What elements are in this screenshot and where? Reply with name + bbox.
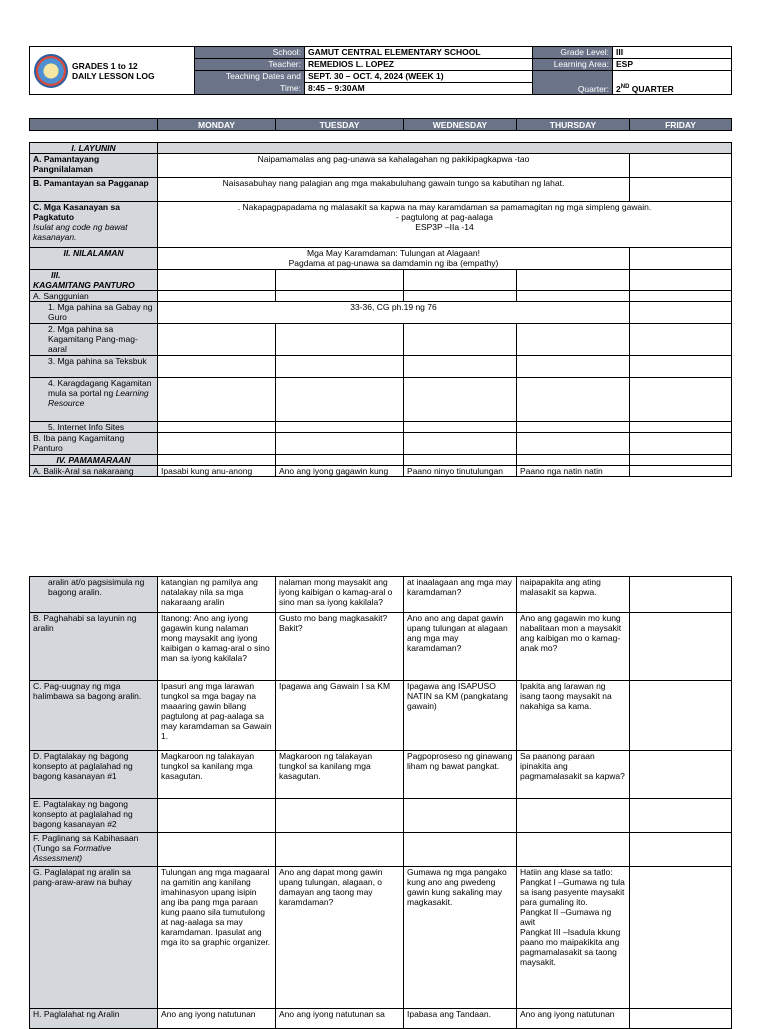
- balik-aral-fri: [630, 466, 732, 477]
- quarter-number: 2: [616, 84, 621, 94]
- kagamitan-tue: [276, 270, 404, 291]
- quarter-label: Quarter:: [533, 71, 613, 95]
- pamantayang-pangnilalaman-label: A. Pamantayang Pangnilalaman: [30, 154, 158, 178]
- learning-resource-mon: [158, 378, 276, 422]
- kasanayan-sublabel: Isulat ang code ng bawat kasanayan.: [33, 222, 128, 242]
- internet-sites-tue: [276, 422, 404, 433]
- row-paglalahat-fri: [630, 1009, 732, 1029]
- row-paglinang-fri: [630, 833, 732, 867]
- iba-pang-kagamitan-mon: [158, 433, 276, 455]
- row-pagtalakay-1-tue: Magkaroon ng talakayan tungkol sa kanilang mga kasagutan.: [276, 751, 404, 799]
- header-title-line1: GRADES 1 to 12: [72, 60, 138, 71]
- teksbuk-tue: [276, 356, 404, 378]
- row-paglinang-tue: [276, 833, 404, 867]
- teksbuk-label: 3. Mga pahina sa Teksbuk: [30, 356, 158, 378]
- learning-resource-thu: [517, 378, 630, 422]
- header-title-cell: [30, 47, 195, 95]
- pamamaraan-mon: [158, 455, 276, 466]
- nilalaman-value: [158, 248, 630, 270]
- dates-label: Teaching Dates and: [195, 71, 305, 83]
- pamamaraan-fri: [630, 455, 732, 466]
- kagamitang-mag-aaral-fri: [630, 324, 732, 356]
- quarter-word: QUARTER: [629, 84, 674, 94]
- row-paglalapat-mon: Tulungan ang mga magaaral na gamitin ang kanilang imahinasyon upang isipin ang iba pang mga paraan kung paano sila tumutulong at nag-aalaga sa may karamdaman. Ipasulat ang mga ito sa graphic organizer.: [158, 867, 276, 1009]
- gabay-guro-value: 33-36, CG ph.19 ng 76: [158, 302, 630, 324]
- row-pag-uugnay-fri: [630, 681, 732, 751]
- row-balik-aral-cont-fri: [630, 577, 732, 613]
- kagamitang-mag-aaral-wed: [404, 324, 517, 356]
- balik-aral-wed: Paano ninyo tinutulungan: [404, 466, 517, 477]
- kasanayan-value-line3: ESP3P –IIa -14: [415, 222, 474, 232]
- kagamitan-wed: [404, 270, 517, 291]
- row-paglalapat-fri: [630, 867, 732, 1009]
- row-pag-uugnay-tue: Ipagawa ang Gawain I sa KM: [276, 681, 404, 751]
- row-paglinang-thu: [517, 833, 630, 867]
- row-balik-aral-cont-tue: nalaman mong maysakit ang iyong kaibigan o kamag-aral o sino man sa iyong kakilala?: [276, 577, 404, 613]
- iba-pang-kagamitan-label: B. Iba pang Kagamitang Panturo: [30, 433, 158, 455]
- row-paglinang-wed: [404, 833, 517, 867]
- kagamitan-heading-text: KAGAMITANG PANTURO: [33, 280, 135, 290]
- pamantayan-pagganap-value: Naisasabuhay nang palagian ang mga makabuluhang gawain tungo sa kabutihan ng lahat.: [158, 178, 630, 202]
- day-header-thursday: THURSDAY: [517, 119, 630, 131]
- row-paghahabi-tue: Gusto mo bang magkasakit? Bakit?: [276, 613, 404, 681]
- pamantayang-pangnilalaman-value: Naipamamalas ang pag-unawa sa kahalagahan ng pakikipagkapwa -tao: [158, 154, 630, 178]
- header-title-line2: DAILY LESSON LOG: [72, 70, 155, 81]
- row-paglalahat-mon: Ano ang iyong natutunan: [158, 1009, 276, 1029]
- internet-sites-label: 5. Internet Info Sites: [30, 422, 158, 433]
- iba-pang-kagamitan-tue: [276, 433, 404, 455]
- balik-aral-thu: Paano nga natin natin: [517, 466, 630, 477]
- kagamitang-mag-aaral-tue: [276, 324, 404, 356]
- row-pagtalakay-1-fri: [630, 751, 732, 799]
- time-label: Time:: [195, 83, 305, 95]
- row-paglalapat-tue: Ano ang dapat mong gawin upang tulungan, alagaan, o damayan ang taong may karamdaman?: [276, 867, 404, 1009]
- learning-area-label: Learning Area:: [533, 59, 613, 71]
- row-paghahabi-wed: Ano ano ang dapat gawin upang tulungan at alagaan ang mga may karamdaman?: [404, 613, 517, 681]
- day-header-monday: MONDAY: [158, 119, 276, 131]
- row-paghahabi-mon: Itanong: Ano ang iyong gagawin kung nalaman mong maysakit ang iyong kaibigan o kamag-aral o sino man sa iyong kakilala?: [158, 613, 276, 681]
- page1-table-block: [29, 118, 732, 477]
- row-pagtalakay-1-wed: Pagpoproseso ng ginawang liham ng bawat pangkat.: [404, 751, 517, 799]
- kagamitang-mag-aaral-mon: [158, 324, 276, 356]
- iba-pang-kagamitan-fri: [630, 433, 732, 455]
- sanggunian-label: A. Sanggunian: [30, 291, 158, 302]
- nilalaman-value-line2: Pagdama at pag-unawa sa damdamin ng iba (empathy): [288, 258, 499, 268]
- row-pagtalakay-2-mon: [158, 799, 276, 833]
- row-pag-uugnay-thu: Ipakita ang larawan ng isang taong maysakit na nakahiga sa kama.: [517, 681, 630, 751]
- quarter-suffix: ND: [620, 84, 630, 91]
- learning-resource-text: 4. Karagdagang Kagamitan mula sa portal ng: [48, 378, 152, 398]
- layunin-heading: I. LAYUNIN: [30, 143, 158, 154]
- pamamaraan-heading: IV. PAMAMARAAN: [30, 455, 158, 466]
- row-balik-aral-cont-thu: naipapakita ang ating malasakit sa kapwa.: [517, 577, 630, 613]
- lesson-table-page2: [29, 576, 732, 1029]
- row-pagtalakay-2-thu: [517, 799, 630, 833]
- header-table: [29, 46, 732, 95]
- row-pag-uugnay-label: C. Pag-uugnay ng mga halimbawa sa bagong aralin.: [30, 681, 158, 751]
- learning-area-value: ESP: [613, 59, 732, 71]
- row-pagtalakay-1-thu: Sa paanong paraan ipinakita ang pagmamalasakit sa kapwa?: [517, 751, 630, 799]
- kasanayan-value-line1: . Nakapagpapadama ng malasakit sa kapwa na may karamdaman sa pamamagitan ng mga simpleng gawain.: [237, 202, 652, 212]
- kagamitan-fri: [630, 270, 732, 291]
- balik-aral-mon: Ipasabi kung anu-anong: [158, 466, 276, 477]
- page2-table-block: [29, 576, 732, 1029]
- balik-aral-label: A. Balik-Aral sa nakaraang: [30, 466, 158, 477]
- row-pag-uugnay-wed: Ipagawa ang ISAPUSO NATIN sa KM (pangkatang gawain): [404, 681, 517, 751]
- sanggunian-mon: [158, 291, 276, 302]
- learning-resource-fri: [630, 378, 732, 422]
- row-paglinang-label-text: F. Paglinang sa Kabihasaan (Tungo sa: [33, 833, 139, 853]
- pamantayan-pagganap-label: B. Pamantayan sa Pagganap: [30, 178, 158, 202]
- row-paglalahat-tue: Ano ang iyong natutunan sa: [276, 1009, 404, 1029]
- gabay-guro-label: 1. Mga pahina sa Gabay ng Guro: [30, 302, 158, 324]
- lesson-table-page1: [29, 118, 732, 477]
- teksbuk-wed: [404, 356, 517, 378]
- time-value: 8:45 – 9:30AM: [305, 83, 533, 95]
- sanggunian-wed: [404, 291, 517, 302]
- teksbuk-mon: [158, 356, 276, 378]
- pamamaraan-tue: [276, 455, 404, 466]
- grade-level-label: Grade Level:: [533, 47, 613, 59]
- row-balik-aral-cont-wed: at inaalagaan ang mga may karamdaman?: [404, 577, 517, 613]
- kasanayan-value-line2: - pagtulong at pag-aalaga: [396, 212, 493, 222]
- pamantayang-pangnilalaman-friday: [630, 154, 732, 178]
- iba-pang-kagamitan-wed: [404, 433, 517, 455]
- balik-aral-tue: Ano ang iyong gagawin kung: [276, 466, 404, 477]
- internet-sites-thu: [517, 422, 630, 433]
- sanggunian-fri: [630, 291, 732, 302]
- kasanayan-label-cell: [30, 202, 158, 248]
- internet-sites-wed: [404, 422, 517, 433]
- teksbuk-fri: [630, 356, 732, 378]
- day-header-tuesday: TUESDAY: [276, 119, 404, 131]
- row-paglalahat-label: H. Paglalahat ng Aralin: [30, 1009, 158, 1029]
- row-pagtalakay-1-label: D. Pagtalakay ng bagong konsepto at paglalahad ng bagong kasanayan #1: [30, 751, 158, 799]
- row-paglalapat-thu: Hatiin ang klase sa tatlo: Pangkat I –Gumawa ng tula sa isang pasyente maysakit para gumaling ito. Pangkat II –Gumawa ng awit Pangkat III –Isadula kkung paano mo maipakikita ang pagmamalasakit sa taong maysakit.: [517, 867, 630, 1009]
- layunin-fill: [158, 143, 732, 154]
- row-pagtalakay-1-mon: Magkaroon ng talakayan tungkol sa kanilang mga kasagutan.: [158, 751, 276, 799]
- internet-sites-fri: [630, 422, 732, 433]
- school-label: School:: [195, 47, 305, 59]
- gabay-guro-fri: [630, 302, 732, 324]
- teacher-value: REMEDIOS L. LOPEZ: [305, 59, 533, 71]
- learning-resource-wed: [404, 378, 517, 422]
- teksbuk-thu: [517, 356, 630, 378]
- teacher-label: Teacher:: [195, 59, 305, 71]
- row-balik-aral-cont-label: aralin at/o pagsisimula ng bagong aralin.: [30, 577, 158, 613]
- row-paghahabi-thu: Ano ang gagawin mo kung nabalitaan mon a maysakit ang kaibigan mo o kamag-anak mo?: [517, 613, 630, 681]
- sanggunian-thu: [517, 291, 630, 302]
- row-balik-aral-cont-mon: katangian ng pamilya ang natalakay nila sa mga nakaraang aralin: [158, 577, 276, 613]
- row-paglalapat-wed: Gumawa ng mga pangako kung ano ang pwedeng gawin kung sakaling may magkasakit.: [404, 867, 517, 1009]
- kagamitan-mon: [158, 270, 276, 291]
- row-paglalapat-label: G. Paglalapat ng aralin sa pang-araw-araw na buhay: [30, 867, 158, 1009]
- row-paglinang-label-italic: Formative Assessment): [33, 843, 112, 863]
- quarter-value: [613, 71, 732, 95]
- day-header-friday: FRIDAY: [630, 119, 732, 131]
- pamamaraan-thu: [517, 455, 630, 466]
- learning-resource-tue: [276, 378, 404, 422]
- header-block: [29, 46, 732, 95]
- kagamitan-heading: [30, 270, 158, 291]
- iba-pang-kagamitan-thu: [517, 433, 630, 455]
- row-paglinang-label: [30, 833, 158, 867]
- learning-resource-italic: Learning Resource: [48, 388, 149, 408]
- row-paglinang-mon: [158, 833, 276, 867]
- row-paglalahat-thu: Ano ang iyong natutunan: [517, 1009, 630, 1029]
- kagamitan-thu: [517, 270, 630, 291]
- nilalaman-friday: [630, 248, 732, 270]
- kagamitang-mag-aaral-label: 2. Mga pahina sa Kagamitang Pang-mag-aaral: [30, 324, 158, 356]
- grade-level-value: III: [613, 47, 732, 59]
- row-paghahabi-fri: [630, 613, 732, 681]
- sanggunian-tue: [276, 291, 404, 302]
- nilalaman-value-line1: Mga May Karamdaman: Tulungan at Alagaan!: [307, 248, 480, 258]
- day-header-wednesday: WEDNESDAY: [404, 119, 517, 131]
- row-pagtalakay-2-tue: [276, 799, 404, 833]
- nilalaman-heading: II. NILALAMAN: [30, 248, 158, 270]
- kagamitang-mag-aaral-thu: [517, 324, 630, 356]
- dates-value: SEPT. 30 – OCT. 4, 2024 (WEEK 1): [305, 71, 533, 83]
- pamamaraan-wed: [404, 455, 517, 466]
- internet-sites-mon: [158, 422, 276, 433]
- school-value: GAMUT CENTRAL ELEMENTARY SCHOOL: [305, 47, 533, 59]
- row-pag-uugnay-mon: Ipasuri ang mga larawan tungkol sa mga bagay na maaaring gawin bilang pagtulong at pag-aalaga sa may karamdaman sa Gawain 1.: [158, 681, 276, 751]
- row-paghahabi-label: B. Paghahabi sa layunin ng aralin: [30, 613, 158, 681]
- pamantayan-pagganap-friday: [630, 178, 732, 202]
- kagamitan-heading-num: III.: [51, 270, 61, 280]
- row-pagtalakay-2-fri: [630, 799, 732, 833]
- row-pagtalakay-2-wed: [404, 799, 517, 833]
- kasanayan-value: [158, 202, 732, 248]
- row-pagtalakay-2-label: E. Pagtalakay ng bagong konsepto at paglalahad ng bagong kasanayan #2: [30, 799, 158, 833]
- row-paglalahat-wed: Ipabasa ang Tandaan.: [404, 1009, 517, 1029]
- deped-seal-icon: [34, 54, 68, 88]
- spacer-row: [30, 131, 732, 143]
- day-header-blank: [30, 119, 158, 131]
- kasanayan-label: C. Mga Kasanayan sa Pagkatuto: [33, 202, 120, 222]
- learning-resource-label: [30, 378, 158, 422]
